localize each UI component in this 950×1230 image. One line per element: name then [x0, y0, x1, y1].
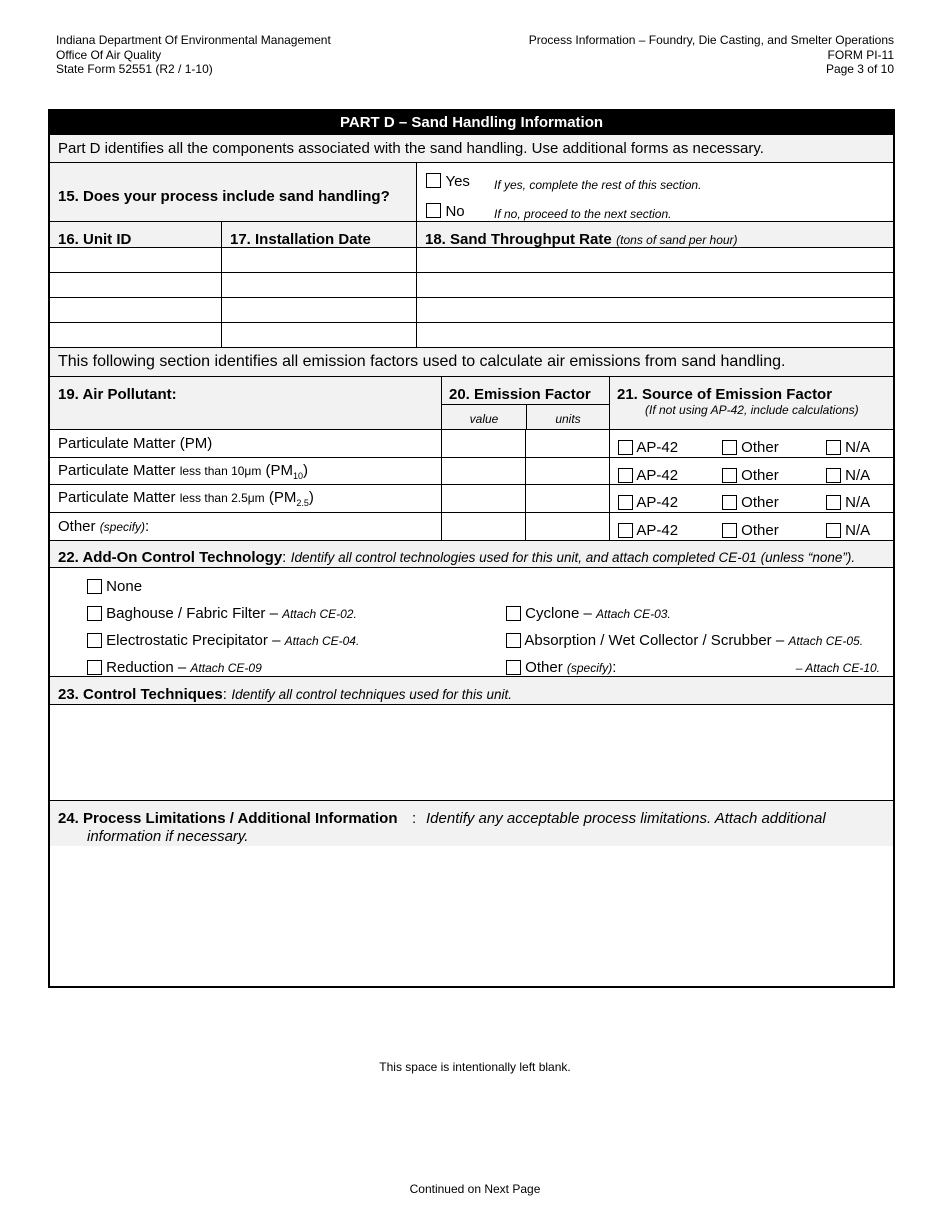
na-checkbox[interactable]	[826, 523, 841, 538]
source-na-option[interactable]	[826, 522, 870, 539]
form-header	[529, 33, 894, 77]
throughput-input[interactable]	[416, 273, 893, 297]
unit-id-header: 16. Unit ID	[58, 231, 132, 248]
na-label: N/A	[845, 439, 871, 456]
emission-intro: This following section identifies all emission factors used to calculate air emissions from sand handling.	[50, 348, 893, 377]
cyclone-attach-note: Attach CE-03.	[596, 607, 671, 621]
throughput-input[interactable]	[416, 298, 893, 322]
none-checkbox[interactable]	[87, 579, 102, 594]
reduction-checkbox[interactable]	[87, 660, 102, 675]
esp-label: Electrostatic Precipitator –	[106, 632, 281, 649]
baghouse-label: Baghouse / Fabric Filter –	[106, 605, 278, 622]
source-other-option[interactable]	[722, 439, 779, 456]
source-other-option[interactable]	[722, 522, 779, 539]
throughput-input[interactable]	[416, 248, 893, 272]
other-label: Other	[741, 494, 779, 511]
q22-note: Identify all control technologies used for this unit, and attach completed CE-01 (unless “none”).	[290, 550, 856, 565]
other-checkbox[interactable]	[722, 523, 737, 538]
q23-header: 23. Control Techniques: Identify all control techniques used for this unit.	[50, 677, 893, 705]
table-row	[50, 298, 893, 323]
reduction-attach-note: Attach CE-09	[190, 661, 262, 675]
table-row	[50, 323, 893, 348]
air-pollutant-header: 19. Air Pollutant:	[58, 386, 177, 403]
part-d-form	[48, 109, 895, 988]
q22-label: 22. Add-On Control Technology	[58, 549, 283, 566]
none-label: None	[106, 578, 143, 595]
baghouse-checkbox[interactable]	[87, 606, 102, 621]
pollutant-pm10: Particulate Matter less than 10μm $(PM_{10})$	[58, 462, 309, 481]
yes-checkbox[interactable]	[426, 173, 441, 188]
q24-note-continued: information if necessary.	[87, 828, 249, 845]
table-row	[50, 248, 893, 273]
factor-value-input[interactable]	[441, 513, 525, 540]
throughput-note: (tons of sand per hour)	[616, 233, 738, 247]
control-techniques-input[interactable]	[50, 705, 893, 801]
source-ap42-option[interactable]	[618, 467, 678, 484]
control-other-checkbox[interactable]	[506, 660, 521, 675]
table-row	[50, 485, 893, 513]
source-ap42-option[interactable]	[618, 494, 678, 511]
ap42-label: AP-42	[636, 467, 679, 484]
absorption-attach-note: Attach CE-05.	[788, 634, 864, 648]
control-esp-option[interactable]	[87, 632, 359, 649]
absorption-label: Absorption / Wet Collector / Scrubber –	[524, 632, 785, 649]
ap42-checkbox[interactable]	[618, 468, 633, 483]
continued-note: Continued on Next Page	[409, 1182, 541, 1196]
source-other-option[interactable]	[722, 467, 779, 484]
reduction-label: Reduction –	[106, 659, 187, 676]
yes-label: Yes	[445, 173, 470, 190]
control-none-option[interactable]	[87, 578, 142, 595]
control-baghouse-option[interactable]	[87, 605, 357, 622]
source-na-option[interactable]	[826, 467, 870, 484]
control-reduction-option[interactable]	[87, 659, 262, 676]
ap42-checkbox[interactable]	[618, 495, 633, 510]
no-note: If no, proceed to the next section.	[494, 207, 672, 221]
factor-value-input[interactable]	[441, 485, 525, 512]
q15-options	[416, 163, 893, 221]
unit-id-input[interactable]	[50, 323, 221, 347]
cyclone-checkbox[interactable]	[506, 606, 521, 621]
blank-space-note: This space is intentionally left blank.	[379, 1060, 571, 1074]
ap42-label: AP-42	[636, 494, 679, 511]
q23-label: 23. Control Techniques	[58, 686, 223, 703]
q24-label: 24. Process Limitations / Additional Information	[58, 810, 398, 827]
pollutant-pm25: Particulate Matter less than 2.5μm $(PM_{2.5})$	[58, 489, 314, 508]
agency-header	[56, 33, 331, 77]
source-ap42-option[interactable]	[618, 522, 678, 539]
install-date-input[interactable]	[221, 248, 416, 272]
value-subheader: value	[469, 412, 499, 426]
other-checkbox[interactable]	[722, 495, 737, 510]
control-other-attach-note: – Attach CE-10.	[795, 661, 880, 675]
ap42-checkbox[interactable]	[618, 523, 633, 538]
pollutant-pm: Particulate Matter (PM)	[58, 435, 213, 452]
source-factor-note: (If not using AP-42, include calculations)	[645, 403, 859, 417]
q15-no-option[interactable]	[426, 203, 465, 221]
factor-value-input[interactable]	[441, 458, 525, 484]
unit-id-input[interactable]	[50, 298, 221, 322]
install-date-header: 17. Installation Date	[230, 231, 371, 248]
table-row	[50, 273, 893, 298]
other-checkbox[interactable]	[722, 468, 737, 483]
na-label: N/A	[845, 494, 871, 511]
control-other-specify: (specify)	[566, 661, 613, 675]
ap42-label: AP-42	[636, 439, 679, 456]
install-date-input[interactable]	[221, 323, 416, 347]
source-ap42-option[interactable]	[618, 439, 678, 456]
pollutant-other: Other (specify):	[58, 518, 150, 535]
source-factor-header: 21. Source of Emission Factor	[617, 386, 833, 403]
other-label: Other	[741, 439, 779, 456]
esp-checkbox[interactable]	[87, 633, 102, 648]
control-cyclone-option[interactable]	[506, 605, 671, 622]
na-label: N/A	[845, 522, 871, 539]
other-label: Other	[741, 522, 779, 539]
form-title: Process Information – Foundry, Die Casting, and Smelter Operations	[528, 33, 894, 47]
source-na-option[interactable]	[826, 439, 870, 456]
q24-header: 24. Process Limitations / Additional Information : Identify any acceptable process limitations. Attach additional information if necessary.	[50, 801, 893, 846]
other-checkbox[interactable]	[722, 440, 737, 455]
throughput-header: 18. Sand Throughput Rate	[425, 231, 612, 248]
form-id: FORM PI-11	[827, 47, 894, 62]
throughput-input[interactable]	[416, 323, 893, 347]
control-other-label: Other	[525, 659, 563, 676]
control-absorption-option[interactable]	[506, 632, 863, 649]
na-label: N/A	[845, 467, 871, 484]
units-subheader: units	[555, 412, 581, 426]
install-date-input[interactable]	[221, 298, 416, 322]
cyclone-label: Cyclone –	[525, 605, 592, 622]
part-intro: Part D identifies all the components associated with the sand handling. Use additional forms as necessary.	[50, 135, 893, 163]
process-limitations-input[interactable]	[50, 846, 893, 986]
q22-options	[50, 568, 893, 677]
q15-label: 15. Does your process include sand handling?	[58, 188, 390, 205]
source-other-option[interactable]	[722, 494, 779, 511]
table-row	[50, 513, 893, 541]
unit-id-input[interactable]	[50, 248, 221, 272]
q22-header: 22. Add-On Control Technology: Identify all control technologies used for this unit, and attach completed CE-01 (unless “none”).	[50, 541, 893, 568]
table-row	[50, 458, 893, 485]
q15-yes-option[interactable]	[426, 173, 470, 191]
office-name: Office Of Air Quality	[56, 47, 162, 62]
emission-factor-header: 20. Emission Factor	[449, 386, 591, 403]
q15-row	[50, 163, 893, 222]
esp-attach-note: Attach CE-04.	[284, 634, 360, 648]
page-number: Page 3 of 10	[825, 62, 894, 76]
q23-note: Identify all control techniques used for this unit.	[231, 687, 513, 702]
q24-note: Identify any acceptable process limitations. Attach additional	[426, 810, 826, 827]
install-date-input[interactable]	[221, 273, 416, 297]
no-checkbox[interactable]	[426, 203, 441, 218]
state-form-number: State Form 52551 (R2 / 1-10)	[56, 62, 213, 76]
ap42-checkbox[interactable]	[618, 440, 633, 455]
factor-units-input[interactable]	[525, 485, 609, 512]
part-title: PART D – Sand Handling Information	[50, 111, 893, 135]
no-label: No	[445, 203, 465, 220]
control-other-option[interactable]: Other (specify):	[506, 659, 616, 676]
units-table-header	[50, 222, 893, 248]
na-checkbox[interactable]	[826, 468, 841, 483]
unit-id-input[interactable]	[50, 273, 221, 297]
yes-note: If yes, complete the rest of this section.	[494, 178, 702, 192]
agency-name: Indiana Department Of Environmental Management	[56, 33, 331, 47]
na-checkbox[interactable]	[826, 495, 841, 510]
factor-units-input[interactable]	[525, 430, 609, 457]
table-row	[50, 430, 893, 458]
na-checkbox[interactable]	[826, 440, 841, 455]
source-na-option[interactable]	[826, 494, 870, 511]
baghouse-attach-note: Attach CE-02.	[282, 607, 357, 621]
absorption-checkbox[interactable]	[506, 633, 521, 648]
other-label: Other	[741, 467, 779, 484]
ap42-label: AP-42	[636, 522, 679, 539]
factor-units-input[interactable]	[525, 513, 609, 540]
emissions-table-header	[50, 377, 893, 430]
factor-units-input[interactable]	[525, 458, 609, 484]
factor-value-input[interactable]	[441, 430, 525, 457]
